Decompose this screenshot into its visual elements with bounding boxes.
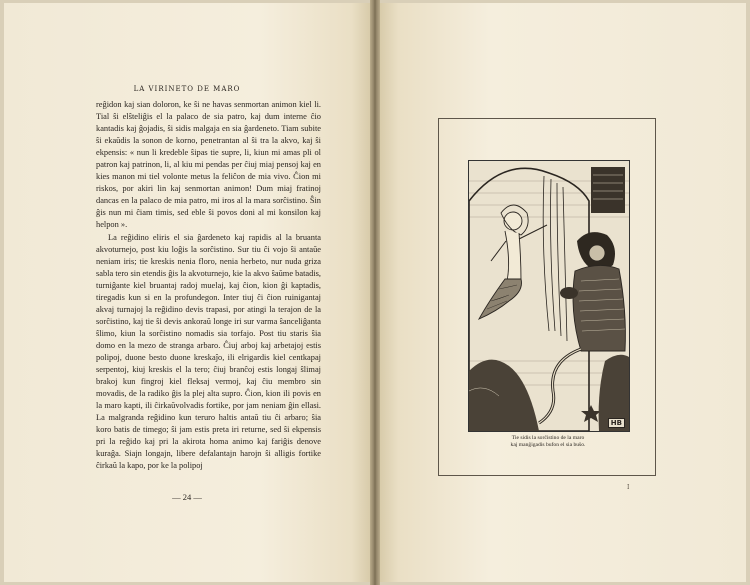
right-page	[380, 3, 746, 582]
page-number: — 24 —	[172, 492, 202, 502]
paragraph-2: La reĝidino eliris el sia ĝardeneto kaj rapidis al la bruanta akvoturnejo, post kiu loĝis la sorĉistino. Sur tiu ĉi vojo ŝi antaŭe neniam iris; tie kreskis nenia floro, nenia herbeto, nur nuda griza sabla tero sin etendis ĝis la akvoturnejo, kie la akvo ŝaŭme batadis, turniĝante kiel bruantaj radoj muelaj, kaj ĉion, kion ĝi kaptadis, tiregadis kun si en la profundegon. Inter tiuj ĉi ĉion ruinigantaj akvaj turnajoj la reĝidino devis trapasi, por atingi la terajon de la sorĉistino, kaj tie ŝi devis ankoraŭ longe iri sur varma ŝanceliĝanta ŝlimo, kiun la sorĉistino nomadis sia torfajo. Post tiu staris ŝia domo en la mezo de stranga arbaro. Ĉiuj arboj kaj arbetajoj estis polipoj, duone besto duone kreskaĵo, ili elrigardis kiel centkapaj serpentoj, kiuj kreskis el la tero; ĉiuj branĉoj estis longaj ŝlimaj brakoj kun fingroj kiel fleksaj vermoj, kaj ĉiu membro sin movadis, de la radiko ĝis la plej alta supro. Ĉion, kion ili povis en la maro kapti, ili ĉirkaŭvolvadis fortike, por jam neniam ĝin ellasi. La malgranda reĝidino kun teruro haltis antaŭ tiu ĉi arbaro; ŝia koro batis de timego; ŝi jam estis preta iri returne, sed ŝi ekpensis pri la reĝido kaj pri la akirota homa animo kaj fariĝis denove kuraĝa. Siajn longajn, libere defalantajn harojn ŝi alligis fortike ĉirkaŭ la kapo, por ke la polipoj	[96, 232, 321, 471]
right-folio: I	[627, 484, 630, 491]
paragraph-1: reĝidon kaj sian doloron, ke ŝi ne havas senmortan animon kiel li. Tial ŝi elŝteliĝis el la palaco de sia patro, kaj dum interne ĉio kantadis kaj ĝojadis, ŝi sidis malgaja en sia ĝardeneto. Tiam subite ŝi ekaŭdis la sonon de korno, penetrantan al ŝi tra la akvo, kaj ŝi ekpensis: « nun li kredeble ŝipas tie supre, li, kiun mi amas pli ol patron kaj patrinon, li, al kiu mi pendas per ĉiuj miaj pensoj kaj en kies manon mi tiel volonte metus la feliĉon de mia vivo. Ĉion mi riskos, por akiri lin kaj senmortan animon! Dum miaj fratinoj dancas en la palaco de mia patro, mi iros al la mara sorĉistino. Ŝin ĝis nun mi ĉiam timis, sed eble ŝi povos doni al mi konsilon kaj helpon ».	[96, 100, 321, 230]
illustration-drawing	[469, 161, 629, 431]
caption-line-2: kaj manĝigadis bufon el sia buŝo.	[510, 442, 586, 448]
illustration-caption	[468, 435, 628, 449]
mermaid-witch-illustration	[468, 160, 630, 432]
book-gutter	[370, 0, 380, 585]
body-text	[96, 99, 321, 472]
monogram: HB	[608, 418, 625, 428]
left-page	[4, 3, 370, 582]
running-head: LA VIRINETO DE MARO	[133, 85, 241, 93]
caption-line-1: Tie sidis la sorĉistino de la maro	[511, 435, 585, 441]
